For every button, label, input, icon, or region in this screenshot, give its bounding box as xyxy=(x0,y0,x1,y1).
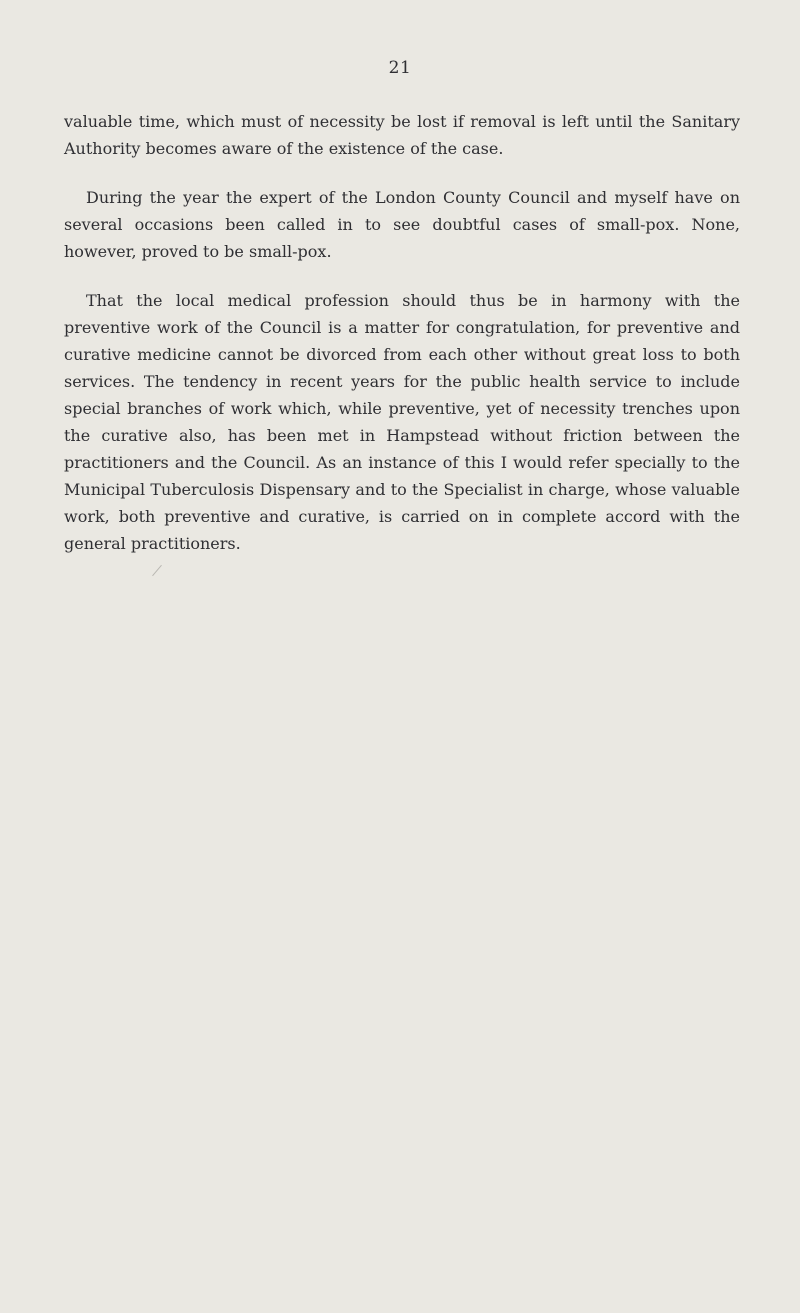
page-number: 21 xyxy=(388,58,412,78)
paragraph-smallpox-cases: During the year the expert of the London County Council and myself have on several occasions been called in to see doubtful cases of small-pox. None, however, proved to be small-pox. xyxy=(64,188,740,261)
paragraph-continuation: valuable time, which must of necessity be lost if removal is left until the Sanitary Authority becomes aware of the existence of the case. xyxy=(64,112,740,158)
body-text xyxy=(64,108,740,579)
paragraph-medical-profession: That the local medical profession should thus be in harmony with the preventive work of the Council is a matter for congratulation, for preventive and curative medicine cannot be divorced from each other without great loss to both services. The tendency in recent years for the public health service to include special branches of work which, while preventive, yet of necessity trenches upon the curative also, has been met in Hampstead without friction between the practitioners and the Council. As an instance of this I would refer specially to the Municipal Tuberculosis Dispensary and to the Specialist in charge, whose valuable work, both preventive and curative, is carried on in complete accord with the general practitioners. xyxy=(64,291,740,553)
